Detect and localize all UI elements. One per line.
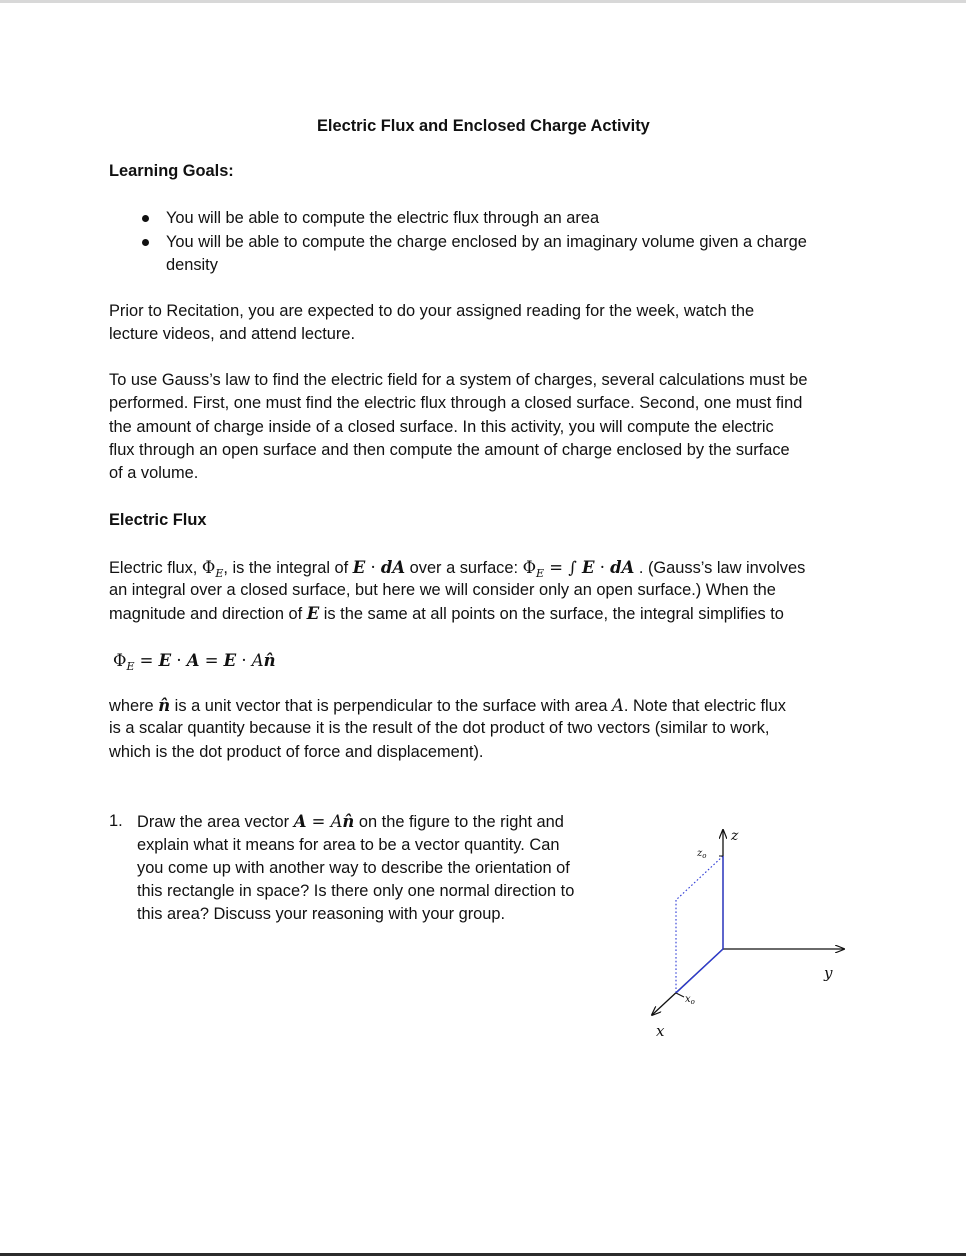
document-title: Electric Flux and Enclosed Charge Activity (317, 117, 650, 135)
learning-goals-heading: Learning Goals: (109, 162, 234, 180)
bullet-icon (142, 239, 149, 246)
intro-line-5: of a volume. (109, 464, 199, 482)
prior-line-1: Prior to Recitation, you are expected to do your assigned reading for the week, watch the (109, 302, 755, 320)
rectangle-edge-x (676, 949, 723, 993)
axes-figure (640, 818, 860, 1048)
goal-1-line-1: You will be able to compute the electric flux through an area (166, 209, 600, 227)
flux-equation: $\Phi_E = E \cdot A = E$ · An̂ (113, 651, 276, 673)
intro-line-4: flux through an open surface and then compute the amount of charge enclosed by the surface (109, 441, 790, 459)
x0-tick (676, 993, 684, 997)
question-1-number: 1. (109, 812, 123, 830)
question-1-line-4: this rectangle in space? Is there only one normal direction to (137, 882, 575, 900)
intro-line-1: To use Gauss’s law to find the electric field for a system of charges, several calculations must be (109, 371, 808, 389)
question-1-line-3: you come up with another way to describe the orientation of (137, 859, 570, 877)
page-top-shade (0, 0, 966, 3)
where-line-2: is a scalar quantity because it is the result of the dot product of two vectors (similar to work, (109, 719, 770, 737)
prior-line-2: lecture videos, and attend lecture. (109, 325, 356, 343)
intro-line-2: performed. First, one must find the electric flux through a closed surface. Second, one must find (109, 394, 803, 412)
electric-flux-heading: Electric Flux (109, 511, 207, 529)
question-1-line-2: explain what it means for area to be a vector quantity. Can (137, 836, 560, 854)
bullet-icon (142, 215, 149, 222)
intro-line-3: the amount of charge inside of a closed surface. In this activity, you will compute the electric (109, 418, 774, 436)
where-line-1: where n̂ is a unit vector that is perpendicular to the surface with area A. Note that electric flux (109, 696, 786, 715)
flux-paragraph-line-2: an integral over a closed surface, but here we will consider only an open surface.) When the (109, 581, 776, 599)
flux-paragraph-line-1: Electric flux, $\Phi_E$, is the integral of E · dA over a surface: $\Phi_E$ = ∫ E · dA . (Gauss’s law involves (109, 558, 806, 580)
goal-2-line-2: density (166, 256, 218, 274)
x-axis-label: x (656, 1022, 665, 1040)
question-1-line-5: this area? Discuss your reasoning with your group. (137, 905, 506, 923)
rectangle-area (676, 856, 723, 993)
question-1-line-1: Draw the area vector A = An̂ on the figure to the right and (137, 812, 564, 831)
flux-paragraph-line-3: magnitude and direction of E is the same at all points on the surface, the integral simplifies to (109, 604, 784, 623)
x0-label: $x_o$ (685, 994, 695, 1006)
where-line-3: which is the dot product of force and displacement). (109, 743, 484, 761)
z-axis-label: z (731, 828, 739, 844)
goal-2-line-1: You will be able to compute the charge enclosed by an imaginary volume given a charge (166, 233, 807, 251)
y-axis-label: y (824, 964, 833, 982)
z0-label: $z_o$ (697, 848, 707, 860)
